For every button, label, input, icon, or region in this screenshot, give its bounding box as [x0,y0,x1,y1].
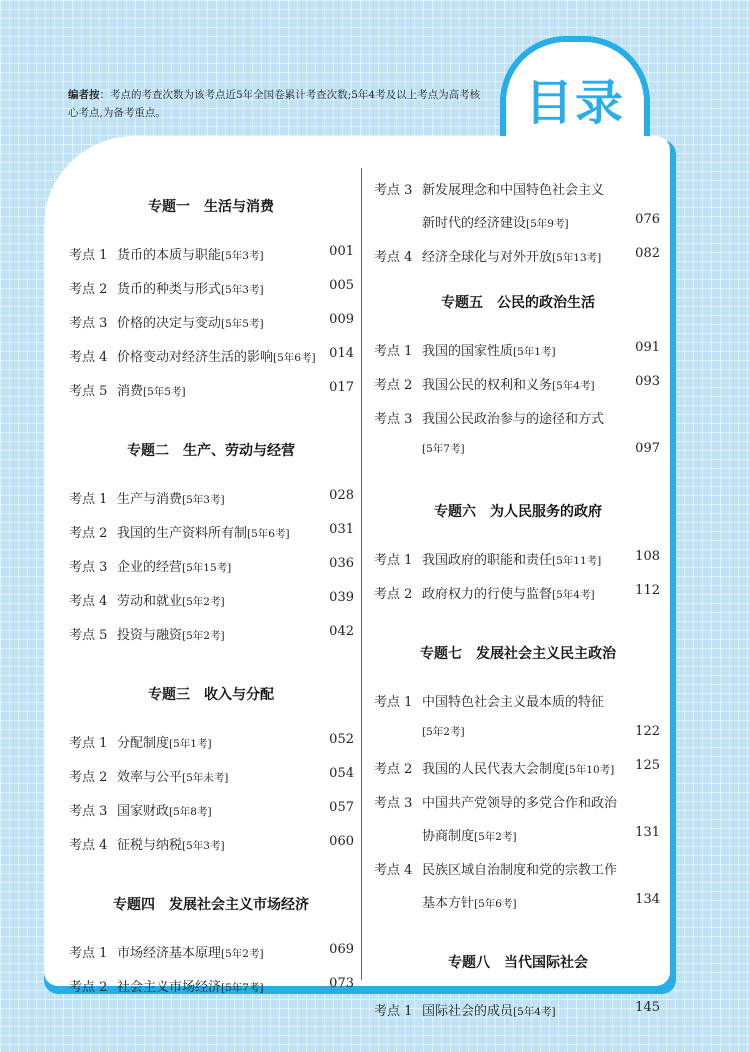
topic-name: 生产与消费[5年3考] [117,492,225,507]
topic-name: 协商制度[5年2考] [422,829,517,844]
exam-count: [5年10考] [565,764,615,776]
topic-name: 劳动和就业[5年2考] [117,594,225,609]
toc-row[interactable] [69,244,354,264]
exam-count: [5年4考] [552,380,595,392]
editor-note-label: 编者按 [68,89,100,101]
page-number: 031 [329,522,354,537]
topic-number: 考点 1 [374,344,413,359]
topic-number: 考点 4 [69,838,108,853]
topic-name: 货币的种类与形式[5年3考] [117,282,264,297]
topic-name: 我国的人民代表大会制度[5年10考] [422,762,615,777]
topic-number: 考点 3 [374,412,413,427]
page-number: 069 [329,942,354,957]
page-number: 125 [635,758,660,773]
toc-row[interactable] [69,976,354,996]
topic-name: 经济全球化与对外开放[5年13考] [422,250,602,265]
topic-name: 征税与纳税[5年3考] [117,838,225,853]
exam-count: [5年未考] [182,772,229,784]
toc-row[interactable] [69,556,354,576]
topic-name: 国际社会的成员[5年4考] [422,1004,556,1019]
section-title: 专题二 生产、劳动与经营 [127,443,295,459]
contents-title: 目录 [524,75,625,131]
topic-name: 我国的国家性质[5年1考] [422,344,556,359]
topic-number: 考点 2 [374,587,413,602]
topic-number: 考点 4 [374,250,413,265]
page-number: 097 [635,441,660,456]
section-title: 专题四 发展社会主义市场经济 [113,897,309,913]
topic-number: 考点 2 [69,282,108,297]
topic-number: 考点 2 [374,378,413,393]
exam-count: [5年13考] [552,252,602,264]
topic-name: 新发展理念和中国特色社会主义 [422,183,605,198]
page-number: 076 [635,212,660,227]
section-title: 专题七 发展社会主义民主政治 [420,646,616,662]
page-number: 036 [329,556,354,571]
page-number: 108 [635,549,660,564]
page-number: 122 [635,724,660,739]
topic-name: 我国公民政治参与的途径和方式 [422,412,605,427]
section-title: 专题三 收入与分配 [148,687,274,703]
page-number: 042 [329,624,354,639]
topic-number: 考点 3 [69,316,108,331]
exam-count: [5年2考] [474,831,517,843]
page-number: 093 [635,374,660,389]
topic-name: 国家财政[5年8考] [117,804,212,819]
toc-row[interactable] [374,179,660,231]
toc-row[interactable] [374,859,660,911]
topic-name: 消费[5年5考] [117,384,186,399]
topic-name: 中国特色社会主义最本质的特征 [422,695,605,710]
topic-name: 我国的生产资料所有制[5年6考] [117,526,290,541]
page-number: 145 [635,1000,660,1015]
page-number: 134 [635,892,660,907]
toc-row[interactable] [374,408,660,456]
topic-number: 考点 3 [374,183,413,198]
toc-row[interactable] [374,691,660,739]
page-number: 017 [329,380,354,395]
exam-count: [5年1考] [169,738,212,750]
page-number: 131 [635,825,660,840]
topic-name: 政府权力的行使与监督[5年4考] [422,587,595,602]
page-number: 039 [329,590,354,605]
topic-number: 考点 3 [69,804,108,819]
exam-count: [5年5考] [221,318,264,330]
topic-number: 考点 4 [374,863,413,878]
topic-number: 考点 5 [69,384,108,399]
topic-number: 考点 3 [69,560,108,575]
topic-number: 考点 2 [69,526,108,541]
topic-name: 新时代的经济建设[5年9考] [422,216,569,231]
topic-name: 分配制度[5年1考] [117,736,212,751]
page-number: 060 [329,834,354,849]
topic-name [422,441,465,456]
topic-name: 我国政府的职能和责任[5年11考] [422,553,602,568]
exam-count: [5年8考] [169,806,212,818]
toc-row[interactable] [374,549,660,569]
topic-number: 考点 2 [69,770,108,785]
topic-number: 考点 1 [69,248,108,263]
exam-count: [5年6考] [247,528,290,540]
exam-count: [5年3考] [221,284,264,296]
topic-number: 考点 2 [374,762,413,777]
toc-row[interactable] [69,800,354,820]
topic-name: 中国共产党领导的多党合作和政治 [422,796,618,811]
exam-count: [5年4考] [513,1006,556,1018]
topic-name: 基本方针[5年6考] [422,896,517,911]
topic-number: 考点 1 [69,736,108,751]
toc-row[interactable] [374,374,660,394]
topic-number: 考点 2 [69,980,108,995]
topic-name [422,724,465,739]
toc-row[interactable] [69,522,354,542]
topic-number: 考点 1 [374,1004,413,1019]
topic-name: 货币的本质与职能[5年3考] [117,248,264,263]
page-number: 009 [329,312,354,327]
exam-count: [5年2考] [182,630,225,642]
page-number: 005 [329,278,354,293]
exam-count: [5年6考] [474,898,517,910]
exam-count: [5年2考] [422,726,465,738]
section-title: 专题五 公民的政治生活 [441,295,595,311]
exam-count: [5年2考] [182,596,225,608]
exam-count: [5年3考] [182,840,225,852]
exam-count: [5年6考] [273,352,316,364]
exam-count: [5年7考] [422,443,465,455]
toc-row[interactable] [374,758,660,778]
topic-number: 考点 3 [374,796,413,811]
toc-row[interactable] [69,766,354,786]
topic-number: 考点 1 [374,553,413,568]
page-number: 091 [635,340,660,355]
topic-name: 价格的决定与变动[5年5考] [117,316,264,331]
page-number: 112 [635,583,660,598]
topic-number: 考点 4 [69,594,108,609]
toc-row[interactable] [69,942,354,962]
editor-note [68,86,488,122]
page-number: 028 [329,488,354,503]
exam-count: [5年1考] [513,346,556,358]
topic-name: 社会主义市场经济[5年7考] [117,980,264,995]
exam-count: [5年11考] [552,555,602,567]
section-title: 专题六 为人民服务的政府 [434,504,602,520]
toc-row[interactable] [69,380,354,400]
section-title: 专题八 当代国际社会 [448,955,588,971]
toc-row[interactable] [69,278,354,298]
exam-count: [5年7考] [221,982,264,994]
exam-count: [5年2考] [221,948,264,960]
page-number: 014 [329,346,354,361]
exam-count: [5年4考] [552,589,595,601]
toc-row[interactable] [374,583,660,603]
topic-name: 民族区域自治制度和党的宗教工作 [422,863,618,878]
topic-name: 效率与公平[5年未考] [117,770,229,785]
exam-count: [5年3考] [182,494,225,506]
editor-note-text: ：考点的考查次数为该考点近5年全国卷累计考查次数;5年4考及以上考点为高考核心考点,为备考重点。 [68,89,481,119]
exam-count: [5年15考] [182,562,232,574]
topic-number: 考点 1 [374,695,413,710]
toc-row[interactable] [69,312,354,332]
page-number: 054 [329,766,354,781]
exam-count: [5年9考] [526,218,569,230]
topic-name: 企业的经营[5年15考] [117,560,232,575]
section-title: 专题一 生活与消费 [148,199,274,215]
topic-number: 考点 1 [69,492,108,507]
topic-name: 投资与融资[5年2考] [117,628,225,643]
toc-row[interactable] [69,590,354,610]
toc-row[interactable] [69,624,354,644]
toc-row[interactable] [374,792,660,844]
toc-row[interactable] [69,732,354,752]
topic-number: 考点 4 [69,350,108,365]
toc-row[interactable] [69,488,354,508]
toc-row[interactable] [69,346,354,366]
page-number: 057 [329,800,354,815]
toc-row[interactable] [374,340,660,360]
page-number: 073 [329,976,354,991]
topic-number: 考点 1 [69,946,108,961]
page-number: 001 [329,244,354,259]
topic-name: 市场经济基本原理[5年2考] [117,946,264,961]
topic-name: 我国公民的权利和义务[5年4考] [422,378,595,393]
toc-row[interactable] [374,246,660,266]
page-number: 082 [635,246,660,261]
toc-row[interactable] [374,1000,660,1020]
exam-count: [5年5考] [143,386,186,398]
exam-count: [5年3考] [221,250,264,262]
page-number: 052 [329,732,354,747]
topic-number: 考点 5 [69,628,108,643]
toc-row[interactable] [69,834,354,854]
column-divider [361,168,362,980]
topic-name: 价格变动对经济生活的影响[5年6考] [117,350,316,365]
